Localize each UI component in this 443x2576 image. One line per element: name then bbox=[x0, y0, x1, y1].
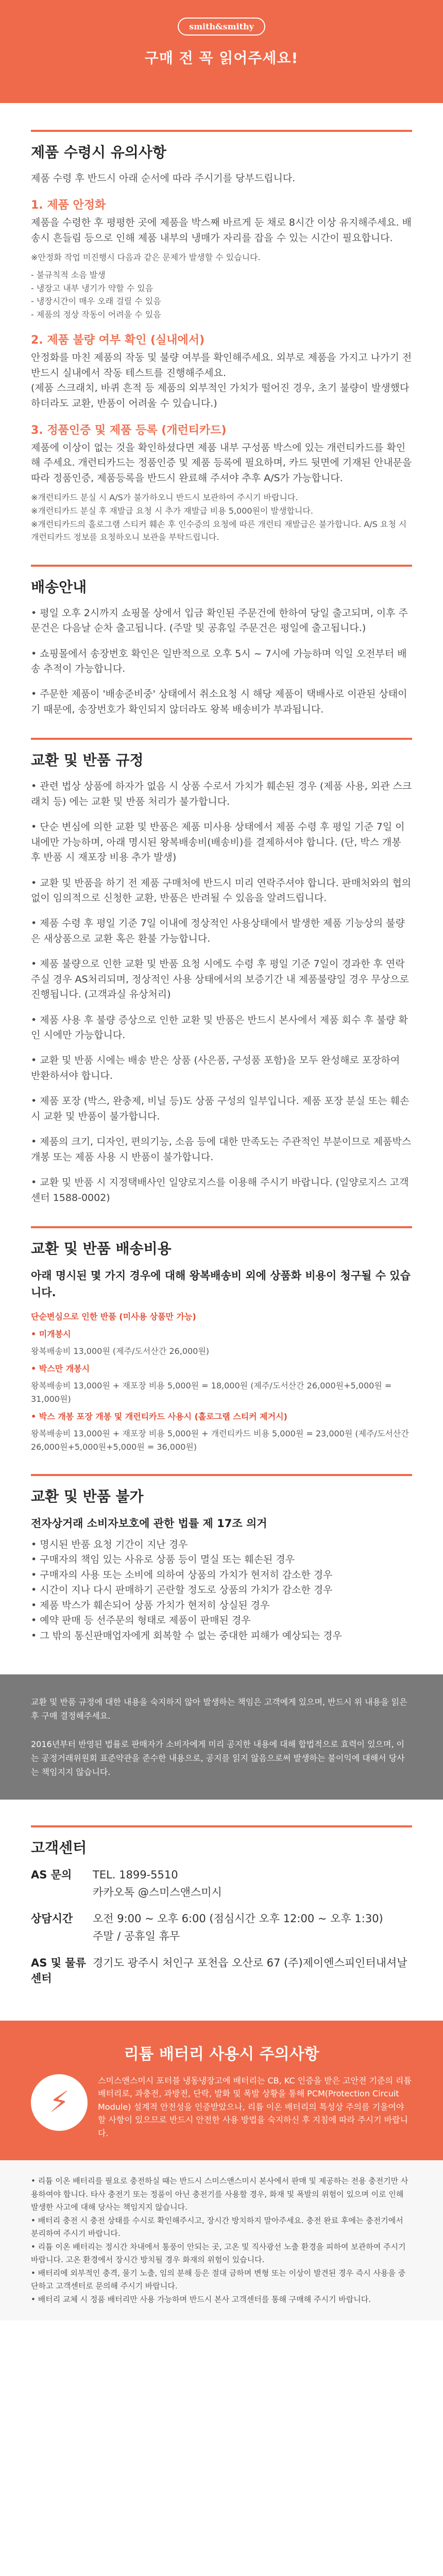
exchange-bullet-7: • 교환 및 반품 시에는 배송 받은 상품 (사은품, 구성품 포함)을 모두 완성해로 포장하여 반환하셔야 합니다. bbox=[31, 1055, 400, 1081]
exchange-bullet-1: • 관련 법상 상품에 하자가 없음 시 상품 수로서 가치가 훼손된 경우 (제품 사용, 외관 스크래치 등) 에는 교환 및 반품 처리가 불가합니다. bbox=[31, 781, 412, 807]
receive-intro: 제품 수령 후 반드시 아래 순서에 따라 주시기를 당부드립니다. bbox=[31, 173, 296, 184]
exchange-title: 교환 및 반품 규정 bbox=[31, 752, 144, 769]
battery-title: 리튬 배터리 사용시 주의사항 bbox=[124, 2045, 319, 2063]
cs-section bbox=[31, 1825, 412, 1985]
cs-hours-row bbox=[31, 1910, 412, 1945]
cs-title: 고객센터 bbox=[31, 1839, 87, 1857]
defect-text: 안정화를 마친 제품의 작동 및 불량 여부를 확인해주세요. 외부로 제품을 가지고 나가기 전 반드시 실내에서 작동 테스트를 진행해주세요. (제품 스크래치, 바퀴 흔적 등 제품의 외부적인 가치가 떨어진 경우, 초기 불량이 발생했다 하더라도 교환, 반품이 어려울 수 있습니다.) bbox=[31, 352, 412, 409]
law-lead: 전자상거래 소비자보호에 관한 법률 제 17조 의거 bbox=[31, 1517, 267, 1530]
hero-title: 구매 전 꼭 읽어주세요! bbox=[144, 49, 299, 66]
receive-title: 제품 수령시 유의사항 bbox=[31, 144, 166, 161]
exchange-bullet-3: • 교환 및 반품을 하기 전 제품 구매처에 반드시 미리 연락주셔야 합니다. 판매처와의 협의없이 임의적으로 신청한 교환, 반품은 반려될 수 있음을 알려드립니다. bbox=[31, 877, 412, 904]
exchange-bullet-5: • 제품 불량으로 인한 교환 및 반품 요청 시에도 수령 후 평일 기준 7일이 경과한 후 연락주실 경우 AS처리되며, 정상적인 사용 상태에서의 보증기간 내 제품불량일 경우 무상으로 진행됩니다. (고객과실 유상처리) bbox=[31, 958, 409, 1001]
law-title: 교환 및 반품 불가 bbox=[31, 1488, 144, 1505]
exchange-section bbox=[31, 738, 412, 1206]
stabilize-note: ※안정화 작업 미진행시 다음과 같은 문제가 발생할 수 있습니다. bbox=[31, 252, 261, 263]
cs-as-value: TEL. 1899-5510 카카오톡 @스미스앤스미시 bbox=[93, 1869, 222, 1899]
guarantee-note: ※개런티카드 분실 시 A/S가 불가하오니 반드시 보관하여 주시기 바랍니다. ※개런티카드 분실 후 재발급 요청 시 추가 재발급 비용 5,000원이 발생합니다. ※개런티카드의 홀로그램 스티커 훼손 후 인수증의 요청에 따른 개런티 재발급은 불가합니다. A/S 요청 시 개런티카드 정보를 요청하오니 보관을 부탁드립니다. bbox=[31, 493, 407, 543]
cs-addr-row bbox=[31, 1955, 412, 1986]
cs-addr-value: 경기도 광주시 처인구 포천읍 오산로 67 (주)제이엔스피인터내셔날 bbox=[93, 1956, 407, 1969]
cost-section bbox=[31, 1226, 412, 1453]
stabilize-heading: 1. 제품 안정화 bbox=[31, 199, 106, 212]
delivery-section bbox=[31, 565, 412, 718]
delivery-bullet-3: • 주문한 제품이 '배송준비중' 상태에서 취소요청 시 해당 제품이 택배사로 이관된 상태이기 때문에, 송장번호가 확인되지 않더라도 왕복 배송비가 부과됩니다. bbox=[31, 688, 407, 715]
delivery-bullet-2: • 쇼핑몰에서 송장번호 확인은 일반적으로 오후 5시 ~ 7시에 가능하며 익일 오전부터 배송 추적이 가능합니다. bbox=[31, 648, 407, 675]
law-items: • 명시된 반품 요청 기간이 지난 경우 • 구매자의 책임 있는 사유로 상품 등이 멸실 또는 훼손된 경우 • 구매자의 사용 또는 소비에 의하여 상품의 가치가 현저히 감소한 경우 • 시간이 지나 다시 판매하기 곤란할 정도로 상품의 가치가 감소한 경우 • 제품 박스가 훼손되어 상품 가치가 현저히 상실된 경우 • 예약 판매 등 선주문의 형태로 제품이 판매된 경우 • 그 밖의 통신판매업자에게 회복할 수 없는 중대한 피해가 예상되는 경우 bbox=[31, 1538, 342, 1641]
hero-banner bbox=[0, 0, 443, 103]
battery-text: 스미스앤스미시 포터블 냉동냉장고에 배터리는 CB, KC 인증을 받은 고안전 기준의 리튬 배터리로, 과충전, 과방전, 단락, 발화 및 폭발 상황을 통해 PCM(Protection Circuit Module) 설계적 안전성을 인증받았으나, 리튬 이온 배터리의 특성상 주의를 기울여야 할 사항이 있으므로 반드시 안전한 사용 방법을 숙지하신 후 지침에 따라 주시기 바랍니다. bbox=[98, 2075, 412, 2138]
exchange-bullet-8: • 제품 포장 (박스, 완충제, 비닐 등)도 상품 구성의 일부입니다. 제품 포장 분실 또는 훼손시 교환 및 반품이 불가합니다. bbox=[31, 1095, 410, 1122]
guarantee-heading: 3. 정품인증 및 제품 등록 (개런티카드) bbox=[31, 424, 227, 437]
battery-section bbox=[0, 2021, 443, 2161]
battery-row bbox=[31, 2074, 412, 2140]
law-section bbox=[31, 1474, 412, 1643]
delivery-bullet-1: • 평일 오후 2시까지 쇼핑몰 상에서 입금 확인된 주문건에 한하여 당일 출고되며, 이후 주문건은 다음날 순차 출고됩니다. (주말 및 공휴일 주문건은 평일에 출고됩니다.) bbox=[31, 607, 408, 634]
battery-notes: • 리튬 이온 배터리를 필요로 충전하실 때는 반드시 스미스앤스미시 본사에서 판매 및 제공하는 전용 충전기만 사용하여야 합니다. 타사 충전기 또는 정품이 아닌 충전기를 사용할 경우, 화재 및 폭발의 위험이 있으며 이로 인해 발생한 사고에 대해 당사는 책임지지 않습니다. • 배터리 충전 시 충전 상태를 수시로 확인해주시고, 장시간 방치하지 말아주세요. 충전 완료 후에는 충전기에서 분리하여 주시기 바랍니다. • 리튬 이온 배터리는 정시간 차내에서 통풍이 안되는 곳, 고온 및 직사광선 노출 환경을 피하여 보관하여 주시기 바랍니다. 고온 환경에서 장시간 방치될 경우 화재의 위험이 있습니다. • 배터리에 외부적인 충격, 물기 노출, 임의 분해 등은 절대 금하며 변형 또는 이상이 발견된 경우 즉시 사용을 중단하고 고객센터로 문의해 주시기 바랍니다. • 배터리 교체 시 정품 배터리만 사용 가능하며 반드시 본사 고객센터를 통해 구매해 주시기 바랍니다. bbox=[0, 2160, 443, 2320]
guarantee-text: 제품에 이상이 없는 것을 확인하셨다면 제품 내부 구성품 박스에 있는 개런티카드를 확인해 주세요. 개런티카드는 정품인증 및 제품 등록에 필요하며, 카드 뒷면에 기재된 안내문을 따라 정품인증, 제품등록을 반드시 완료해 주셔야 추후 A/S가 가능합니다. bbox=[31, 442, 412, 484]
cost-title: 교환 및 반품 배송비용 bbox=[31, 1240, 172, 1257]
delivery-title: 배송안내 bbox=[31, 578, 87, 596]
exchange-bullet-2: • 단순 변심에 의한 교환 및 반품은 제품 미사용 상태에서 제품 수령 후 평일 기준 7일 이내에만 가능하며, 아래 명시된 왕복배송비(배송비)를 결제하셔야 합니다. (단, 박스 개봉 후 반품 시 재포장 비용 추가 발생) bbox=[31, 821, 405, 863]
cs-as-label: AS 문의 bbox=[31, 1869, 72, 1882]
cost-box-opened-label: • 박스만 개봉시 bbox=[31, 1363, 90, 1374]
main-content bbox=[0, 130, 443, 1643]
exchange-bullet-6: • 제품 사용 후 불량 증상으로 인한 교환 및 반품은 반드시 본사에서 제품 회수 후 불량 확인 시에만 가능합니다. bbox=[31, 1014, 408, 1041]
cost-box-opened-value: 왕복배송비 13,000원 + 재포장 비용 5,000원 = 18,000원 (제주/도서산간 26,000원+5,000원 = 31,000원) bbox=[31, 1381, 392, 1404]
exchange-bullet-9: • 제품의 크기, 디자인, 편의기능, 소음 등에 대한 만족도는 주관적인 부분이므로 제품박스 개봉 또는 제품 사용 시 반품이 불가합니다. bbox=[31, 1136, 412, 1163]
cost-case-title: 단순변심으로 인한 반품 (미사용 상품만 가능) bbox=[31, 1312, 196, 1322]
receive-section bbox=[31, 130, 412, 544]
cost-guarantee-used-value: 왕복배송비 13,000원 + 재포장 비용 5,000원 + 개런티카드 비용 5,000원 = 23,000원 (제주/도서산간 26,000원+5,000원+5,000원 = 36,000원) bbox=[31, 1429, 409, 1452]
policy-notice: 교환 및 반품 규정에 대한 내용을 숙지하지 않아 발생하는 책임은 고객에게 있으며, 반드시 위 내용을 읽은 후 구매 결정해주세요. 2016년부터 반영된 법률로 판매자가 소비자에게 미리 공지한 내용에 대해 합법적으로 효력이 있으며, 이는 공정거래위원회 표준약관을 준수한 내용으로, 공지를 읽지 않음으로써 발생하는 불이익에 대해서 당사는 책임지지 않습니다. bbox=[0, 1674, 443, 1800]
cs-as-row bbox=[31, 1867, 412, 1901]
cost-guarantee-used-label: • 박스 개봉 포장 개봉 및 개런티카드 사용시 (홀로그램 스티커 제거시) bbox=[31, 1411, 287, 1421]
cost-lead: 아래 명시된 몇 가지 경우에 대해 왕복배송비 외에 상품화 비용이 청구될 수 있습니다. bbox=[31, 1269, 411, 1299]
exchange-bullet-4: • 제품 수령 후 평일 기준 7일 이내에 정상적인 사용상태에서 발생한 제품 기능상의 불량은 새상품으로 교환 혹은 환불 가능합니다. bbox=[31, 918, 405, 944]
cost-unopened-value: 왕복배송비 13,000원 (제주/도서산간 26,000원) bbox=[31, 1346, 210, 1357]
brand-logo: smith&smithy bbox=[178, 18, 265, 36]
exchange-bullet-10: • 교환 및 반품 시 지정택배사인 일양로지스를 이용해 주시기 바랍니다. (일양로지스 고객센터 1588-0002) bbox=[31, 1177, 409, 1204]
customer-center bbox=[0, 1800, 443, 1999]
cs-hours-label: 상담시간 bbox=[31, 1912, 73, 1925]
defect-heading: 2. 제품 불량 여부 확인 (실내에서) bbox=[31, 334, 205, 347]
cost-unopened-label: • 미개봉시 bbox=[31, 1329, 71, 1339]
stabilize-note-items: - 불규칙적 소음 발생 - 냉장고 내부 냉기가 약할 수 있음 - 냉장시간이 매우 오래 걸릴 수 있음 - 제품의 정상 작동이 어려울 수 있음 bbox=[31, 269, 161, 319]
stabilize-text: 제품을 수령한 후 평평한 곳에 제품을 박스째 바르게 둔 채로 8시간 이상 유지해주세요. 배송시 흔들림 등으로 인해 제품 내부의 냉매가 자리를 잡을 수 있는 시간이 필요합니다. bbox=[31, 217, 412, 244]
cs-hours-value: 오전 9:00 ~ 오후 6:00 (점심시간 오후 12:00 ~ 오후 1:30) 주말 / 공휴일 휴무 bbox=[93, 1912, 383, 1942]
battery-icon: ⚡ bbox=[31, 2074, 88, 2131]
cs-addr-label: AS 및 물류센터 bbox=[31, 1956, 86, 1985]
